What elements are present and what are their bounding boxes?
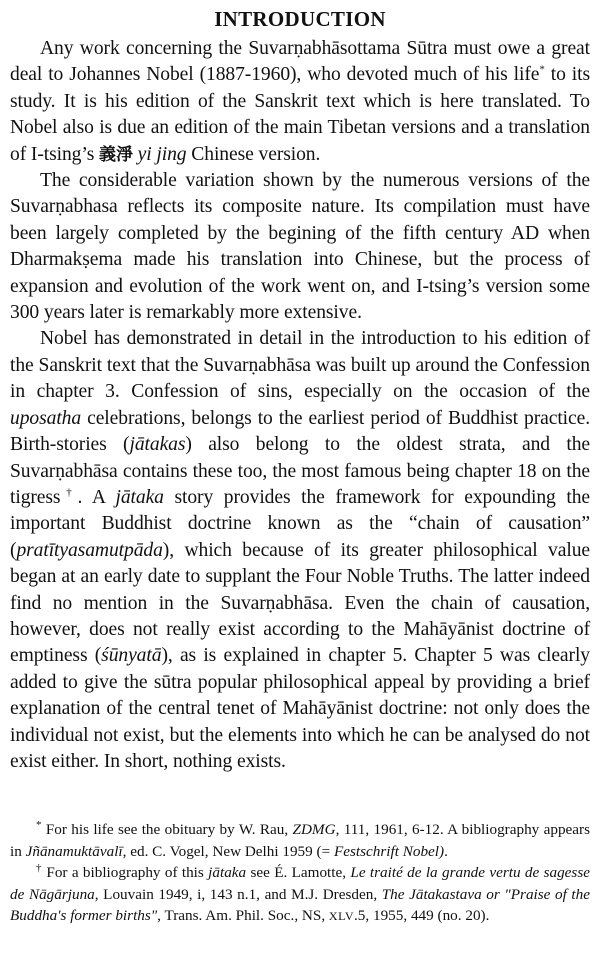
italic-term: Festschrift Nobel) bbox=[333, 842, 445, 860]
footnote-mark-dagger[interactable]: † bbox=[60, 486, 78, 499]
italic-term: pratītyasamutpāda bbox=[16, 539, 163, 561]
text-run: , ed. C. Vogel, New Delhi 1959 (= bbox=[122, 842, 334, 860]
italic-term: jātaka bbox=[115, 486, 164, 508]
footnote-mark: † bbox=[36, 861, 43, 874]
text-run: , Louvain 1949, i, 143 n.1, and M.J. Dresden, bbox=[94, 885, 382, 903]
italic-term: The Jātakastava or "Praise of the Buddha's former births" bbox=[10, 885, 590, 924]
text-run: .5, 1955, 449 (no. 20). bbox=[353, 907, 490, 924]
text-run: ), which because of its greater philosophical value began at an early date to supplant the Four Noble Truths. The latter indeed find no mention in the Suvarṇabhāsa. Even the chain of causation, however, does not really exist according to the Mahāyānist doctrine of emptiness ( bbox=[10, 539, 590, 667]
italic-term: ZDMG bbox=[292, 821, 336, 838]
text-run: For his life see the obituary by W. Rau, bbox=[41, 821, 293, 838]
text-run: . A bbox=[77, 486, 116, 508]
italic-term: śūnyatā bbox=[101, 645, 162, 667]
footnotes bbox=[10, 819, 590, 928]
italic-term: Le traité de la grande vertu de sagesse de Nāgārjuna bbox=[10, 864, 590, 903]
chinese-characters: 義淨 bbox=[99, 144, 133, 165]
italic-term: jātaka bbox=[208, 864, 247, 881]
italic-term: Jñānamuktāvalī bbox=[25, 842, 123, 860]
text-run: , Trans. Am. Phil. Soc., NS, bbox=[157, 907, 329, 924]
footnote-2 bbox=[10, 862, 590, 928]
text-run: ) also belong to the oldest strata, and the Suvarṇabhāsa contains these too, the most famous being chapter 18 on the tigress bbox=[10, 434, 590, 508]
text-run: story provides the framework for expounding the important Buddhist doctrine known as the “chain of causation” ( bbox=[10, 486, 590, 561]
paragraph-2: The considerable variation shown by the numerous versions of the Suvarṇabhasa reflects its composite nature. Its compilation must have been largely completed by the begining of the fifth century AD when Dharmakṣema made his translation into Chinese, but the process of expansion and evolution of the work went on, and I-tsing’s version some 300 years later is remarkably more extensive. bbox=[10, 170, 590, 324]
text-run: Nobel has demonstrated in detail in the introduction to his edition of the Sanskrit text that the Suvarṇabhāsa was built up around the Confession in chapter 3. Confession of sins, especially on the occasion of the bbox=[10, 328, 590, 403]
text-run: ), as is explained in chapter 5. Chapter 5 was clearly added to give the sūtra popular philosophical appeal by providing a brief explanation of the central tenet of Mahāyānist doctrine: not only does the individual not exist, but the elements into which he can be analysed do not exist either. In short, nothing exists. bbox=[10, 645, 590, 772]
paragraph-1 bbox=[10, 36, 590, 168]
footnote-mark: * bbox=[36, 818, 42, 831]
section-title: INTRODUCTION bbox=[214, 7, 386, 31]
italic-term: yi jing bbox=[137, 143, 187, 165]
text-run: Chinese version. bbox=[186, 143, 321, 165]
paragraph-3 bbox=[10, 326, 590, 775]
text-run: see É. Lamotte, bbox=[246, 864, 351, 881]
volume-number: XLV bbox=[328, 909, 354, 923]
text-run: , 111, 1961, 6-12. A bibliography appears in bbox=[10, 821, 590, 860]
text-run: . bbox=[444, 842, 448, 860]
text-run: celebrations, belongs to the earliest period of Buddhist practice. Birth-stories ( bbox=[10, 407, 590, 456]
footnote-1 bbox=[10, 819, 590, 862]
italic-term: jātakas bbox=[129, 434, 186, 456]
text-run: For a bibliography of this bbox=[42, 864, 209, 881]
text-run: to its study. It is his edition of the Sanskrit text which is here translated. To Nobel also is due an edition of the main Tibetan versions and a translation of I-tsing’s bbox=[10, 64, 590, 165]
footnote-mark-asterisk[interactable]: * bbox=[539, 63, 545, 76]
text-run: Any work concerning the Suvarṇabhāsottama Sūtra must owe a great deal to Johannes Nobel (1887-1960), who devoted much of his life bbox=[10, 38, 590, 86]
italic-term: uposatha bbox=[10, 407, 82, 429]
main-text bbox=[10, 36, 590, 775]
